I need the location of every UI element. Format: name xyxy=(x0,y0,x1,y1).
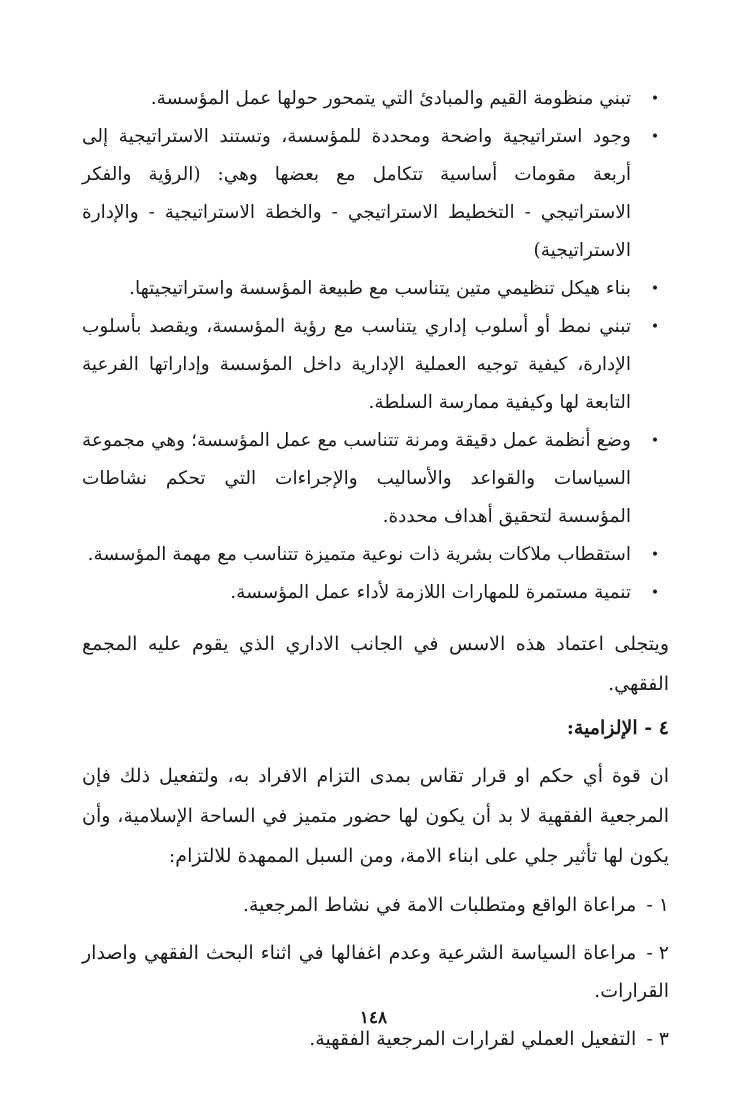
item-text: التفعيل العملي لقرارات المرجعية الفقهية. xyxy=(309,1028,637,1050)
bullet-text: استقطاب ملاكات بشرية ذات نوعية متميزة تتناسب مع مهمة المؤسسة. xyxy=(87,544,631,565)
bullet-list xyxy=(82,80,669,612)
bullet-icon: • xyxy=(650,319,660,335)
bullet-item xyxy=(82,270,669,308)
bullet-text: تبني نمط أو أسلوب إداري يتناسب مع رؤية المؤسسة، ويقصد بأسلوب الإدارة، كيفية توجيه العملية الإدارية داخل المؤسسة وإداراتها الفرعية التابعة لها وكيفية ممارسة السلطة. xyxy=(82,316,631,413)
item-number: ١ - xyxy=(646,894,669,916)
bullet-icon: • xyxy=(650,585,660,601)
bullet-icon: • xyxy=(650,129,660,145)
bullet-text: تنمية مستمرة للمهارات اللازمة لأداء عمل المؤسسة. xyxy=(230,582,631,603)
item-number: ٣ - xyxy=(646,1028,669,1050)
page-number: ١٤٨ xyxy=(359,1008,388,1028)
item-text: مراعاة السياسة الشرعية وعدم اغفالها في اثناء البحث الفقهي واصدار القرارات. xyxy=(82,942,669,1002)
bullet-text: وضع أنظمة عمل دقيقة ومرنة تتناسب مع عمل المؤسسة؛ وهي مجموعة السياسات والقواعد والأساليب والإجراءات التي تحكم نشاطات المؤسسة لتحقيق أهداف محددة. xyxy=(82,430,631,527)
item-text: مراعاة الواقع ومتطلبات الامة في نشاط المرجعية. xyxy=(242,894,637,916)
bullet-item xyxy=(82,536,669,574)
bullet-item xyxy=(82,422,669,536)
bullet-icon: • xyxy=(650,433,660,449)
intro-paragraph: ويتجلى اعتماد هذه الاسس في الجانب الاداري الذي يقوم عليه المجمع الفقهي. xyxy=(82,633,669,695)
bullet-item xyxy=(82,80,669,118)
bullet-item xyxy=(82,118,669,270)
bullet-text: وجود استراتيجية واضحة ومحددة للمؤسسة، وتستند الاستراتيجية إلى أربعة مقومات أساسية تتكامل مع بعضها وهي: (الرؤية والفكر الاستراتيجي - التخطيط الاستراتيجي - والخطة الاستراتيجية - والإدارة الاستراتيجية) xyxy=(82,126,631,261)
section-heading: ٤ - الإلزامية: xyxy=(566,717,669,739)
numbered-list xyxy=(82,886,669,1058)
bullet-item xyxy=(82,308,669,422)
bullet-item xyxy=(82,574,669,612)
bullet-icon: • xyxy=(650,281,660,297)
bullet-text: بناء هيكل تنظيمي متين يتناسب مع طبيعة المؤسسة واستراتيجيتها. xyxy=(129,278,631,299)
numbered-item xyxy=(82,934,669,1010)
bullet-icon: • xyxy=(650,91,660,107)
bullet-icon: • xyxy=(650,547,660,563)
item-number: ٢ - xyxy=(646,942,669,964)
numbered-item xyxy=(82,886,669,924)
bullet-text: تبني منظومة القيم والمبادئ التي يتمحور حولها عمل المؤسسة. xyxy=(150,88,631,109)
section-paragraph: ان قوة أي حكم او قرار تقاس بمدى التزام الافراد به، ولتفعيل ذلك فإن المرجعية الفقهية لا بد أن يكون لها حضور متميز في الساحة الإسلامية، وأن يكون لها تأثير جلي على ابناء الامة، ومن السبل الممهدة للالتزام: xyxy=(82,765,669,867)
